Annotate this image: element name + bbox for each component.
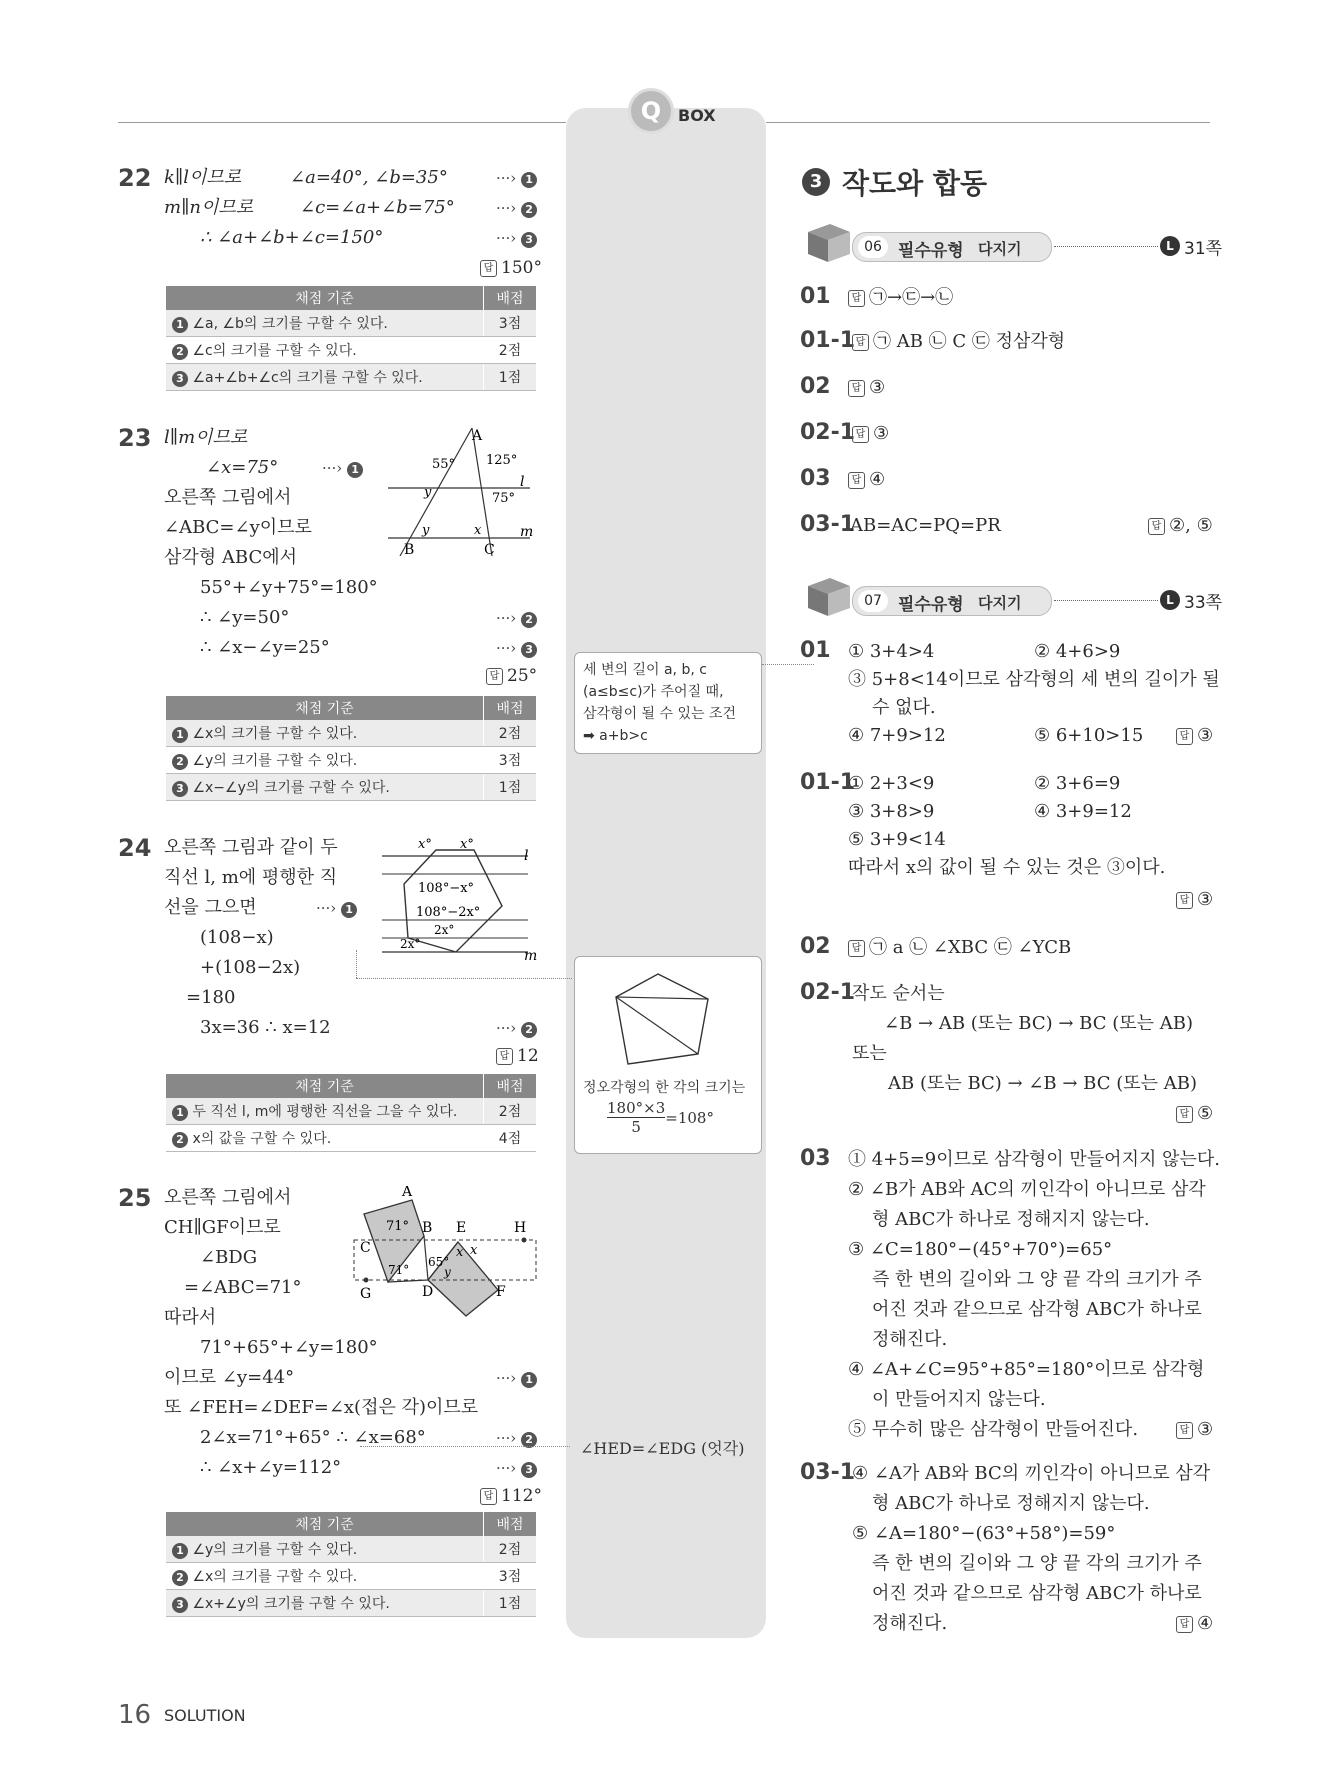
fig-label: A [402,1186,413,1200]
b031-line: 형 ABC가 하나로 정해지지 않는다. [872,1493,1150,1514]
table-row: 3 ∠a+∠b+∠c의 크기를 구할 수 있다. 1점 [166,364,536,391]
table-row: 3 ∠x+∠y의 크기를 구할 수 있다. 1점 [166,1590,536,1617]
b011-line: 따라서 x의 값이 될 수 있는 것은 ③이다. [848,857,1166,878]
answer-text: 답 ㉠ AB ㉡ C ㉢ 정삼각형 [852,330,1065,354]
footer-label: SOLUTION [164,1706,246,1725]
fig-label: x [470,1243,478,1258]
problem-24-number: 24 [118,834,152,862]
fig-label: y [422,523,430,538]
answer-icon: 답 [848,472,865,489]
fig-label: m [524,948,538,964]
answer-icon: 답 [852,334,869,351]
p25-mark1: ···› 1 [496,1369,537,1388]
b011-line: ⑤ 3+9<14 [848,829,946,850]
answer-icon: 답 [496,1048,513,1065]
b021-line: 작도 순서는 [852,983,945,1004]
lesson-icon: L [1160,236,1180,256]
fig-label: 2x° [400,937,421,951]
answer-number: 01-1 [800,770,856,795]
p25-line: 오른쪽 그림에서 [164,1187,292,1208]
p22-line2: m∥n이므로 [164,197,254,218]
fig-label: 71° [386,1219,410,1234]
b01-line: ④ 7+9>12 [848,725,946,746]
p23-mark2: ···› 2 [496,609,537,628]
answer-icon: 답 [848,380,865,397]
section-07-sub: 다지기 [978,594,1022,612]
table-row: 1 ∠y의 크기를 구할 수 있다. 2점 [166,1536,536,1563]
fig-label: l [524,848,529,864]
p23-criteria-table: 채점 기준 배점 1 ∠x의 크기를 구할 수 있다. 2점 2 ∠y의 크기를 구할 수 있다. 3점 3 ∠x−∠y의 크기를 구할 수 있다. 1점 [166,696,536,801]
p25-line: ∴ ∠x+∠y=112° [200,1457,342,1478]
answer-number: 01 [800,284,831,309]
answer-text: 답 ㉠ a ㉡ ∠XBC ㉢ ∠YCB [848,936,1071,960]
p24-line: 직선 l, m에 평행한 직 [164,867,338,888]
pentagon-figure [608,969,728,1069]
b031-line: 즉 한 변의 길이와 그 양 끝 각의 크기가 주 [872,1553,1202,1574]
answer-number: 01 [800,638,831,663]
p25-line: 이므로 ∠y=44° [164,1367,295,1388]
p22-line3: ∴ ∠a+∠b+∠c=150° [200,227,384,248]
b021-line: 또는 [852,1043,887,1064]
section-06-dotted [1054,246,1158,247]
p24-line: 오른쪽 그림과 같이 두 [164,837,338,858]
answer-icon: 답 [852,426,869,443]
fig-label: 125° [486,453,518,468]
b01-line: ② 4+6>9 [1034,641,1121,662]
p24-figure [378,834,538,964]
b021-line: AB (또는 BC) → ∠B → BC (또는 AB) [888,1073,1198,1094]
fig-label: x° [460,837,474,852]
b031-line: 정해진다. [872,1613,948,1634]
fig-label: x [456,1245,464,1260]
section-07-title: 필수유형 [898,595,964,615]
cube-icon [800,576,852,620]
p25-line: 또 ∠FEH=∠DEF=∠x(접은 각)이므로 [164,1397,479,1418]
p25-answer: 답 112° [480,1486,542,1506]
answer-text: 답 ③ [848,376,885,400]
table-row: 2 x의 값을 구할 수 있다. 4점 [166,1125,536,1152]
p23-line: ∴ ∠x−∠y=25° [200,637,330,658]
qbox-badge: Q [628,88,674,134]
answer-number: 02 [800,374,831,399]
note-triangle-condition: 세 변의 길이 a, b, c (a≤b≤c)가 주어질 때, 삼각형이 될 수 있는 조건 ➡ a+b>c [574,652,762,754]
answer-icon: 답 [1176,1616,1193,1633]
p22-mark1: ···› 1 [496,169,537,188]
p25-figure [348,1186,544,1322]
answer-number: 03-1 [800,512,856,537]
b01-line: 수 없다. [872,697,936,718]
p24-line: +(108−2x) [200,957,301,978]
b03-line: ④ ∠A+∠C=95°+85°=180°이므로 삼각형 [848,1359,1205,1380]
fig-label: F [496,1284,506,1300]
p23-line: 삼각형 ABC에서 [164,547,297,568]
p22-line2b: ∠c=∠a+∠b=75° [300,197,455,218]
fig-label: x [474,523,482,538]
fig-label: y [424,485,432,500]
answer-icon: 답 [1176,1422,1193,1439]
problem-23-number: 23 [118,424,152,452]
p22-mark3: ···› 3 [496,229,537,248]
answer-icon: 답 [848,940,865,957]
b031-line: ④ ∠A가 AB와 BC의 끼인각이 아니므로 삼각 [852,1463,1211,1484]
answer-icon: 답 [1148,518,1165,535]
section-07-page: 33쪽 [1184,593,1223,613]
p24-answer: 답 12 [496,1046,539,1066]
p23-mark3: ···› 3 [496,639,537,658]
p24-connector [356,978,572,979]
b03-line: 이 만들어지지 않는다. [872,1389,1046,1410]
table-row: 2 ∠x의 크기를 구할 수 있다. 3점 [166,1563,536,1590]
answer-icon: 답 [480,260,497,277]
top-rule-left [118,122,566,123]
section-title: 작도와 합동 [842,167,987,200]
section-07-dotted [1054,600,1158,601]
b03-line: 즉 한 변의 길이와 그 양 끝 각의 크기가 주 [872,1269,1202,1290]
b03-line: ⑤ 무수히 많은 삼각형이 만들어진다. [848,1419,1139,1440]
b01-line: ① 3+4>4 [848,641,935,662]
fig-label: D [422,1284,434,1300]
fig-label: 75° [492,491,516,506]
fig-label: B [404,542,415,558]
b031-answer: 답 ④ [1176,1612,1213,1636]
answer-number: 02-1 [800,420,856,445]
answer-text: 답 ④ [848,468,885,492]
fig-label: l [520,474,525,490]
p24-line: 선을 그으면 [164,897,257,918]
b011-line: ④ 3+9=12 [1034,801,1132,822]
p24-criteria-table: 채점 기준 배점 1 두 직선 l, m에 평행한 직선을 그을 수 있다. 2점 2 x의 값을 구할 수 있다. 4점 [166,1074,536,1152]
table-row: 1 두 직선 l, m에 평행한 직선을 그을 수 있다. 2점 [166,1098,536,1125]
b03-line: 형 ABC가 하나로 정해지지 않는다. [872,1209,1150,1230]
answer-text: 답 ③ [852,422,889,446]
p22-criteria-table: 채점 기준 배점 1 ∠a, ∠b의 크기를 구할 수 있다. 3점 2 ∠c의 크기를 구할 수 있다. 2점 3 ∠a+∠b+∠c의 크기를 구할 수 있다. 1점 [166,286,536,391]
b03-line: ① 4+5=9이므로 삼각형이 만들어지지 않는다. [848,1149,1220,1170]
problem-25-number: 25 [118,1184,152,1212]
p23-line: 오른쪽 그림에서 [164,487,292,508]
section-number-badge: 3 [802,168,830,196]
page-number: 16 [118,1700,152,1730]
answer-number: 02-1 [800,980,856,1005]
qbox-label: BOX [678,106,716,125]
fig-label: G [360,1286,372,1302]
section-06-page: 31쪽 [1184,239,1223,259]
fig-label: 2x° [434,923,455,937]
section-07-num: 07 [858,590,888,612]
fig-label: E [456,1220,467,1236]
cube-icon [800,222,852,266]
p22-line1b: ∠a=40°, ∠b=35° [290,167,448,188]
p25-line: 따라서 [164,1307,217,1328]
p23-line: ∠ABC=∠y이므로 [164,517,312,538]
fig-label: 108°−2x° [416,905,481,920]
top-rule-right [766,122,1210,123]
answer-number: 01-1 [800,328,856,353]
b01-line: ⑤ 6+10>15 [1034,725,1144,746]
b031-line: ⑤ ∠A=180°−(63°+58°)=59° [852,1523,1116,1544]
answer-number: 03 [800,1146,831,1171]
b011-line: ③ 3+8>9 [848,801,935,822]
p24-line: =180 [186,987,236,1008]
b03-answer: 답 ③ [1176,1418,1213,1442]
fig-label: 108°−x° [418,881,475,896]
fig-label: 65° [428,1255,450,1269]
b031-line: 어진 것과 같으므로 삼각형 ABC가 하나로 [872,1583,1202,1604]
p22-line1: k∥l이므로 [164,167,242,188]
fig-label: 55° [432,457,456,472]
b021-line: ∠B → AB (또는 BC) → BC (또는 AB) [884,1013,1194,1034]
fig-label: B [422,1220,433,1236]
fig-label: C [360,1240,371,1256]
b03-line: ② ∠B가 AB와 AC의 끼인각이 아니므로 삼각 [848,1179,1206,1200]
answer-number: 03-1 [800,1460,856,1485]
p25-criteria-table: 채점 기준 배점 1 ∠y의 크기를 구할 수 있다. 2점 2 ∠x의 크기를 구할 수 있다. 3점 3 ∠x+∠y의 크기를 구할 수 있다. 1점 [166,1512,536,1617]
p22-answer: 답 150° [480,258,542,278]
p23-line: 55°+∠y+75°=180° [200,577,378,598]
p23-line: ∠x=75° [206,457,279,478]
fig-label: y [444,1265,451,1279]
b03-line: 정해진다. [872,1329,948,1350]
p22-mark2: ···› 2 [496,199,537,218]
p23-line: ∴ ∠y=50° [200,607,290,628]
b01-answer: 답 ③ [1176,724,1213,748]
p25-line: 2∠x=71°+65° ∴ ∠x=68° [200,1427,426,1448]
answer-icon: 답 [1176,1106,1193,1123]
answer-text: 답 ㉠→㉢→㉡ [848,286,953,310]
b03-line: 어진 것과 같으므로 삼각형 ABC가 하나로 [872,1299,1202,1320]
answer-icon: 답 [1176,728,1193,745]
p24-line: 3x=36 ∴ x=12 [200,1017,331,1038]
note-pentagon: 정오각형의 한 각의 크기는 $\frac{180^\circ\times 3}{5}$ =108° [574,956,762,1154]
p25-connector [360,1446,570,1447]
answer-number: 02 [800,934,831,959]
qbox-column [566,108,766,1638]
note-hed: ∠HED=∠EDG (엇각) [580,1439,745,1458]
problem-22-number: 22 [118,164,152,192]
p23-mark1: ···› 1 [322,459,363,478]
b011-line: ① 2+3<9 [848,773,935,794]
p25-mark3: ···› 3 [496,1459,537,1478]
p25-line: 71°+65°+∠y=180° [200,1337,378,1358]
fig-label: A [472,428,483,444]
answer-text: AB=AC=PQ=PR [850,515,1001,536]
answer-icon: 답 [848,290,865,307]
fig-label: H [514,1220,527,1236]
b011-answer: 답 ③ [1176,888,1213,912]
b011-line: ② 3+6=9 [1034,773,1121,794]
p24-mark1: ···› 1 [316,899,357,918]
table-row: 1 ∠x의 크기를 구할 수 있다. 2점 [166,720,536,747]
b021-answer: 답 ⑤ [1176,1102,1213,1126]
answer-text: 답 ②, ⑤ [1148,514,1213,538]
fig-label: x° [418,837,432,852]
section-06-title: 필수유형 [898,241,964,261]
fig-label: m [520,524,534,540]
section-06-num: 06 [858,236,888,258]
section-06-sub: 다지기 [978,240,1022,258]
table-row: 2 ∠y의 크기를 구할 수 있다. 3점 [166,747,536,774]
p25-line: ∠BDG [200,1247,258,1268]
table-row: 2 ∠c의 크기를 구할 수 있다. 2점 [166,337,536,364]
answer-icon: 답 [486,668,503,685]
p25-line: =∠ABC=71° [184,1277,302,1298]
note-connector [762,664,814,665]
p23-answer: 답 25° [486,666,537,686]
table-row: 1 ∠a, ∠b의 크기를 구할 수 있다. 3점 [166,310,536,337]
answer-icon: 답 [1176,892,1193,909]
p25-line: CH∥GF이므로 [164,1217,281,1238]
answer-icon: 답 [480,1488,497,1505]
p23-figure [380,428,540,558]
lesson-icon: L [1160,590,1180,610]
p24-mark2: ···› 2 [496,1019,537,1038]
p24-connector [356,950,357,978]
fig-label: 71° [388,1263,410,1277]
b01-line: ③ 5+8<14이므로 삼각형의 세 변의 길이가 될 [848,669,1220,690]
b03-line: ③ ∠C=180°−(45°+70°)=65° [848,1239,1113,1260]
fig-label: C [484,542,495,558]
p23-line: l∥m이므로 [164,427,248,448]
answer-number: 03 [800,466,831,491]
p24-line: (108−x) [200,927,274,948]
table-row: 3 ∠x−∠y의 크기를 구할 수 있다. 1점 [166,774,536,801]
p25-mark2: ···› 2 [496,1429,537,1448]
